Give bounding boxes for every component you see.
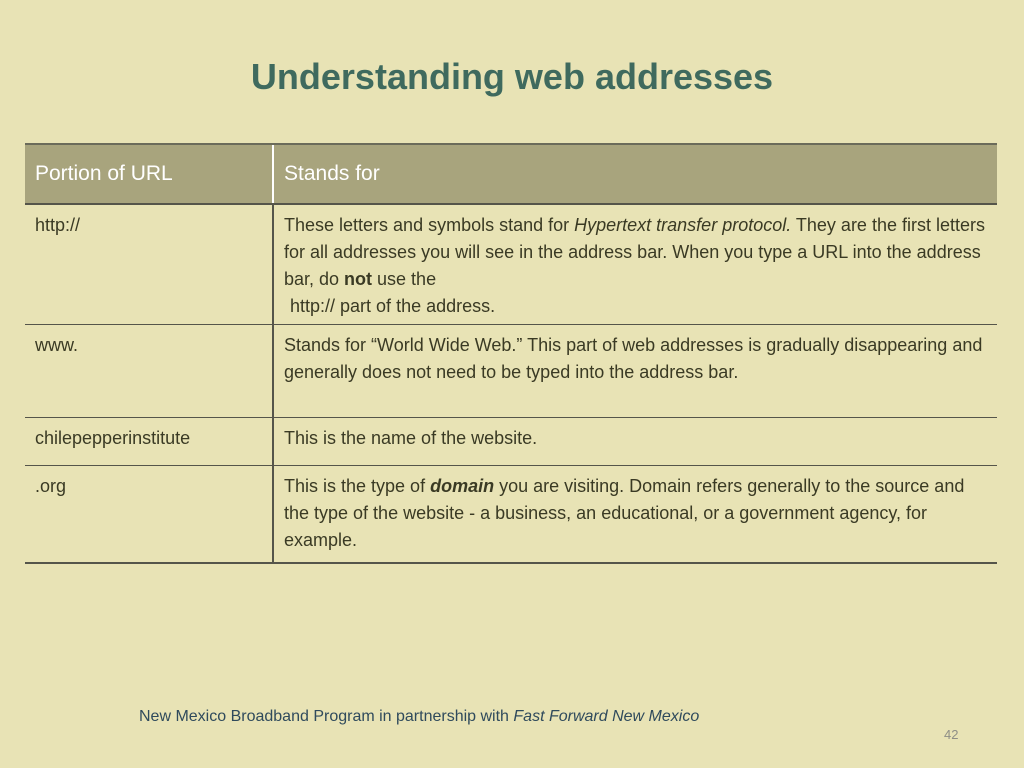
url-portion-cell: www. — [25, 325, 273, 418]
description-text: part of the address. — [335, 296, 496, 316]
description-text: These letters and symbols stand for — [284, 215, 575, 235]
table-row — [25, 325, 997, 418]
table-row — [25, 466, 997, 564]
slide-title: Understanding web addresses — [250, 56, 774, 97]
url-portion-cell: .org — [25, 466, 273, 564]
footer — [139, 708, 699, 726]
url-portion-cell: chilepepperinstitute — [25, 418, 273, 466]
description-text: use the — [372, 269, 437, 289]
description-emphasis: Hypertext transfer protocol. — [574, 215, 792, 235]
column-header-stands-for: Stands for — [273, 144, 997, 204]
description-text: you are visiting. Domain refers generally to the source and the type of the website - a business, an educational, or a government agency, for example. — [284, 476, 965, 550]
description-cell: This is the name of the website. — [273, 418, 997, 466]
table-header-row — [25, 144, 997, 204]
table-row — [25, 204, 997, 325]
description-cell — [273, 466, 997, 564]
page-number: 42 — [944, 727, 959, 742]
footer-text: New Mexico Broadband Program in partnership with — [139, 708, 514, 725]
column-header-portion: Portion of URL — [25, 144, 273, 204]
table-row — [25, 418, 997, 466]
description-code: http:// — [290, 296, 336, 316]
description-text: This is the type of — [284, 476, 431, 496]
description-cell: Stands for “World Wide Web.” This part of web addresses is gradually disappearing and generally does not need to be typed into the address bar. — [273, 325, 997, 418]
description-emphasis: not — [344, 269, 373, 289]
description-cell — [273, 204, 997, 325]
description-text: They are the first letters for all addresses you will see in the address bar. When you type a URL into the address bar, do — [284, 215, 985, 289]
description-emphasis: domain — [430, 476, 495, 496]
url-portion-cell: http:// — [25, 204, 273, 325]
footer-partner: Fast Forward New Mexico — [513, 708, 700, 725]
url-table — [25, 143, 997, 564]
